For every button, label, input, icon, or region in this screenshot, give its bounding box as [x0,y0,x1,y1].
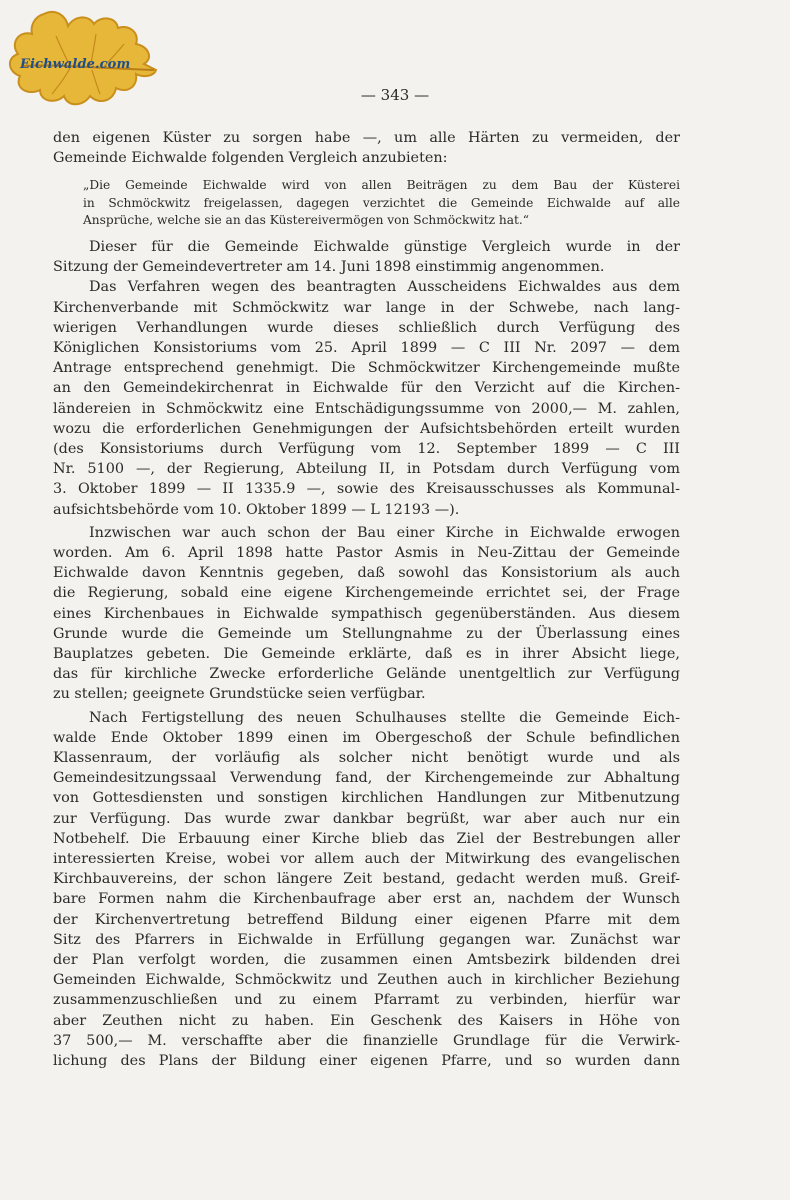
text-line: wierigen Verhandlungen wurde dieses schließlich durch Verfügung des [53,319,680,336]
text-line: der Kirchenvertretung betreffend Bildung einer eigenen Pfarre mit dem [53,911,680,928]
text-line: Dieser für die Gemeinde Eichwalde günstige Vergleich wurde in der [89,238,680,255]
text-line: Nach Fertigstellung des neuen Schulhauses stellte die Gemeinde Eich- [89,709,680,726]
text-line: Klassenraum, der vorläufig als solcher nicht benötigt wurde und als [53,749,680,766]
text-line: Kirchenverbande mit Schmöckwitz war lange in der Schwebe, nach lang- [53,299,680,316]
text-line: eines Kirchenbaues in Eichwalde sympathisch gegenüberständen. Aus diesem [53,605,680,622]
text-line: Inzwischen war auch schon der Bau einer Kirche in Eichwalde erwogen [89,524,680,541]
paragraph-settlement [53,237,680,277]
text-line: (des Konsistoriums durch Verfügung vom 12. September 1899 — C III [53,440,680,457]
quote-line: „Die Gemeinde Eichwalde wird von allen Beiträgen zu dem Bau der Küsterei [83,178,680,193]
quote-line: Ansprüche, welche sie an das Küstereivermögen von Schmöckwitz hat.“ [83,213,530,228]
paragraph-parish [53,708,680,1072]
text-line: Antrage entsprechend genehmigt. Die Schmöckwitzer Kirchengemeinde mußte [53,360,680,377]
text-line: zu stellen; geeignete Grundstücke seien verfügbar. [53,686,426,703]
text-line: Bauplatzes gebeten. Die Gemeinde erklärte, daß es in ihrer Absicht liege, [53,645,680,662]
page-number: — 343 — [360,86,430,104]
text-line: 3. Oktober 1899 — II 1335.9 —, sowie des Kreisausschusses als Kommunal- [53,481,680,498]
text-line: Grunde wurde die Gemeinde um Stellungnahme zu der Überlassung eines [53,625,680,642]
logo-text: Eichwalde.com [20,57,131,72]
text-line: Kirchbauvereins, der schon längere Zeit bestand, gedacht werden muß. Greif- [53,871,680,888]
text-line: Sitz des Pfarrers in Eichwalde in Erfüllung gegangen war. Zunächst war [53,931,680,948]
text-line: Sitzung der Gemeindevertreter am 14. Juni 1898 einstimmig angenommen. [53,259,605,276]
text-line: Notbehelf. Die Erbauung einer Kirche blieb das Ziel der Bestrebungen aller [53,830,680,847]
text-line: an den Gemeindekirchenrat in Eichwalde für den Verzicht auf die Kirchen- [53,380,680,397]
text-line: worden. Am 6. April 1898 hatte Pastor Asmis in Neu-Zittau der Gemeinde [53,544,680,561]
text-line: der Plan verfolgt worden, die zusammen einen Amtsbezirk bildenden drei [53,952,680,969]
opening-paragraph [53,128,680,168]
text-line: das für kirchliche Zwecke erforderliche Gelände unentgeltlich zur Verfügung [53,666,680,683]
text-line: walde Ende Oktober 1899 einen im Obergeschoß der Schule befindlichen [53,729,680,746]
text-line: den eigenen Küster zu sorgen habe —, um alle Härten zu vermeiden, der [53,130,680,146]
text-line: aber Zeuthen nicht zu haben. Ein Geschenk des Kaisers in Höhe von [53,1012,680,1029]
paragraph-church-plan [53,523,680,705]
paragraph-separation [53,277,680,519]
text-line: 37 500,— M. verschaffte aber die finanzielle Grundlage für die Verwirk- [53,1032,680,1049]
text-line: die Regierung, sobald eine eigene Kirchengemeinde errichtet sei, der Frage [53,585,680,602]
text-line: wozu die erforderlichen Genehmigungen der Aufsichtsbehörden erteilt wurden [53,420,680,437]
text-line: Gemeinde Eichwalde folgenden Vergleich anzubieten: [53,150,448,167]
text-line: von Gottesdiensten und sonstigen kirchlichen Handlungen zur Mitbenutzung [53,790,680,807]
text-line: aufsichtsbehörde vom 10. Oktober 1899 — L 12193 —). [53,501,460,518]
text-line: bare Formen nahm die Kirchenbaufrage aber erst an, nachdem der Wunsch [53,891,680,908]
text-line: Eichwalde davon Kenntnis gegeben, daß sowohl das Konsistorium als auch [53,565,680,582]
text-line: zusammenzuschließen und zu einem Pfarramt zu verbinden, hierfür war [53,992,680,1009]
quoted-resolution [53,177,680,230]
text-line: zur Verfügung. Das wurde zwar dankbar begrüßt, war aber auch nur ein [53,810,680,827]
text-line: Das Verfahren wegen des beantragten Ausscheidens Eichwaldes aus dem [89,279,680,296]
text-line: interessierten Kreise, wobei vor allem auch der Mitwirkung des evangelischen [53,851,680,867]
text-line: Königlichen Konsistoriums vom 25. April 1899 — C III Nr. 2097 — dem [53,339,680,356]
text-line: Gemeindesitzungssaal Verwendung fand, der Kirchengemeinde zur Abhaltung [53,770,680,787]
page-body [53,128,680,1071]
text-line: Nr. 5100 —, der Regierung, Abteilung II, in Potsdam durch Verfügung vom [53,461,680,478]
quote-line: in Schmöckwitz freigelassen, dagegen verzichtet die Gemeinde Eichwalde auf alle [83,195,680,210]
text-line: Gemeinden Eichwalde, Schmöckwitz und Zeuthen auch in kirchlicher Beziehung [53,972,680,989]
text-line: lichung des Plans der Bildung einer eigenen Pfarre, und so wurden dann [53,1053,680,1070]
text-line: ländereien in Schmöckwitz eine Entschädigungssumme von 2000,— M. zahlen, [53,400,680,417]
